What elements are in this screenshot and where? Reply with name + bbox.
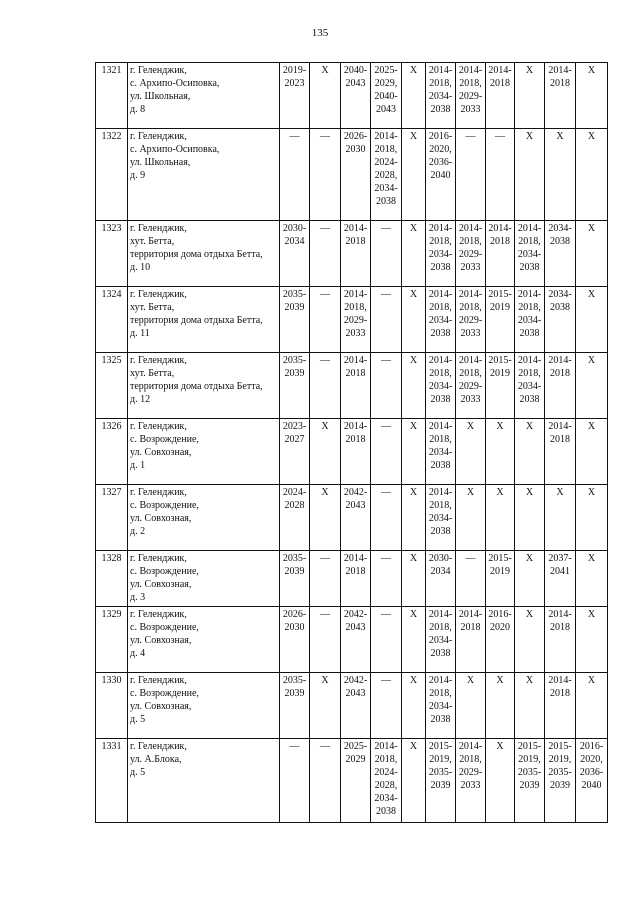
- period-cell: X: [402, 221, 426, 287]
- period-cell: X: [515, 673, 545, 739]
- period-cell: —: [371, 221, 402, 287]
- address-cell: г. Геленджик, хут. Бетта, территория дома отдыха Бетта, д. 10: [128, 221, 280, 287]
- address-cell: г. Геленджик, с. Архипо-Осиповка, ул. Школьная, д. 8: [128, 63, 280, 129]
- period-cell: 2014- 2018: [341, 419, 371, 485]
- period-cell: 2014- 2018, 2034- 2038: [426, 63, 456, 129]
- period-cell: 2014- 2018, 2034- 2038: [426, 419, 456, 485]
- period-cell: X: [515, 63, 545, 129]
- period-cell: X: [576, 551, 608, 607]
- period-cell: 2016- 2020: [486, 607, 515, 673]
- address-cell: г. Геленджик, хут. Бетта, территория дома отдыха Бетта, д. 12: [128, 353, 280, 419]
- period-cell: —: [310, 221, 341, 287]
- row-number: 1330: [96, 673, 128, 739]
- schedule-table: [95, 62, 608, 823]
- period-cell: 2015- 2019: [486, 353, 515, 419]
- period-cell: 2014- 2018: [545, 673, 576, 739]
- period-cell: X: [486, 739, 515, 823]
- period-cell: —: [371, 607, 402, 673]
- period-cell: —: [371, 287, 402, 353]
- period-cell: 2014- 2018, 2034- 2038: [426, 607, 456, 673]
- period-cell: —: [310, 551, 341, 607]
- period-cell: X: [402, 287, 426, 353]
- period-cell: 2014- 2018: [545, 353, 576, 419]
- row-number: 1321: [96, 63, 128, 129]
- period-cell: X: [402, 485, 426, 551]
- address-cell: г. Геленджик, с. Возрождение, ул. Совхозная, д. 3: [128, 551, 280, 607]
- row-number: 1329: [96, 607, 128, 673]
- period-cell: 2042- 2043: [341, 673, 371, 739]
- period-cell: 2035- 2039: [280, 673, 310, 739]
- period-cell: —: [371, 353, 402, 419]
- period-cell: 2019- 2023: [280, 63, 310, 129]
- period-cell: 2014- 2018, 2034- 2038: [426, 673, 456, 739]
- period-cell: X: [486, 485, 515, 551]
- period-cell: 2034- 2038: [545, 221, 576, 287]
- period-cell: X: [515, 129, 545, 221]
- period-cell: X: [576, 419, 608, 485]
- period-cell: 2014- 2018, 2029- 2033: [456, 353, 486, 419]
- period-cell: X: [456, 673, 486, 739]
- address-cell: г. Геленджик, хут. Бетта, территория дома отдыха Бетта, д. 11: [128, 287, 280, 353]
- page-number: 135: [311, 27, 329, 39]
- period-cell: X: [545, 485, 576, 551]
- period-cell: —: [371, 551, 402, 607]
- period-cell: —: [310, 129, 341, 221]
- table-row: [96, 63, 608, 129]
- period-cell: 2015- 2019: [486, 287, 515, 353]
- row-number: 1331: [96, 739, 128, 823]
- period-cell: 2015- 2019, 2035- 2039: [545, 739, 576, 823]
- row-number: 1322: [96, 129, 128, 221]
- period-cell: X: [402, 673, 426, 739]
- period-cell: 2014- 2018: [341, 353, 371, 419]
- address-cell: г. Геленджик, с. Возрождение, ул. Совхозная, д. 1: [128, 419, 280, 485]
- period-cell: 2035- 2039: [280, 551, 310, 607]
- period-cell: X: [310, 63, 341, 129]
- period-cell: X: [310, 419, 341, 485]
- period-cell: 2014- 2018, 2034- 2038: [426, 221, 456, 287]
- period-cell: X: [576, 607, 608, 673]
- period-cell: 2014- 2018, 2029- 2033: [456, 287, 486, 353]
- period-cell: 2015- 2019, 2035- 2039: [426, 739, 456, 823]
- period-cell: —: [486, 129, 515, 221]
- table-row: [96, 607, 608, 673]
- period-cell: X: [402, 129, 426, 221]
- period-cell: —: [371, 419, 402, 485]
- table-row: [96, 739, 608, 823]
- address-cell: г. Геленджик, с. Возрождение, ул. Совхозная, д. 2: [128, 485, 280, 551]
- period-cell: X: [310, 673, 341, 739]
- period-cell: X: [545, 129, 576, 221]
- period-cell: X: [402, 607, 426, 673]
- period-cell: 2014- 2018: [545, 607, 576, 673]
- table-row: [96, 221, 608, 287]
- period-cell: X: [402, 419, 426, 485]
- table-row: [96, 551, 608, 607]
- period-cell: 2030- 2034: [280, 221, 310, 287]
- period-cell: 2034- 2038: [545, 287, 576, 353]
- period-cell: 2026- 2030: [341, 129, 371, 221]
- row-number: 1325: [96, 353, 128, 419]
- row-number: 1324: [96, 287, 128, 353]
- period-cell: 2014- 2018: [545, 419, 576, 485]
- period-cell: X: [402, 739, 426, 823]
- table-row: [96, 353, 608, 419]
- period-cell: 2023- 2027: [280, 419, 310, 485]
- period-cell: 2014- 2018, 2034- 2038: [426, 353, 456, 419]
- period-cell: 2014- 2018, 2034- 2038: [515, 287, 545, 353]
- period-cell: X: [576, 353, 608, 419]
- period-cell: 2014- 2018, 2029- 2033: [456, 221, 486, 287]
- period-cell: 2014- 2018: [545, 63, 576, 129]
- row-number: 1328: [96, 551, 128, 607]
- period-cell: X: [310, 485, 341, 551]
- period-cell: X: [576, 63, 608, 129]
- period-cell: 2042- 2043: [341, 607, 371, 673]
- table-row: [96, 419, 608, 485]
- period-cell: —: [310, 607, 341, 673]
- period-cell: 2014- 2018, 2034- 2038: [515, 221, 545, 287]
- period-cell: —: [280, 739, 310, 823]
- period-cell: X: [515, 551, 545, 607]
- period-cell: 2014- 2018: [486, 221, 515, 287]
- period-cell: 2040- 2043: [341, 63, 371, 129]
- period-cell: X: [402, 353, 426, 419]
- table-row: [96, 287, 608, 353]
- period-cell: 2014- 2018, 2029- 2033: [456, 739, 486, 823]
- period-cell: 2014- 2018, 2034- 2038: [426, 485, 456, 551]
- address-cell: г. Геленджик, с. Возрождение, ул. Совхозная, д. 4: [128, 607, 280, 673]
- period-cell: 2014- 2018: [486, 63, 515, 129]
- period-cell: —: [456, 551, 486, 607]
- row-number: 1327: [96, 485, 128, 551]
- period-cell: 2014- 2018, 2029- 2033: [341, 287, 371, 353]
- period-cell: 2014- 2018, 2024- 2028, 2034- 2038: [371, 739, 402, 823]
- period-cell: 2014- 2018: [341, 551, 371, 607]
- address-cell: г. Геленджик, с. Архипо-Осиповка, ул. Школьная, д. 9: [128, 129, 280, 221]
- period-cell: X: [486, 673, 515, 739]
- period-cell: X: [576, 485, 608, 551]
- period-cell: X: [515, 485, 545, 551]
- period-cell: 2037- 2041: [545, 551, 576, 607]
- period-cell: X: [515, 419, 545, 485]
- period-cell: 2014- 2018: [341, 221, 371, 287]
- address-cell: г. Геленджик, с. Возрождение, ул. Совхозная, д. 5: [128, 673, 280, 739]
- period-cell: 2024- 2028: [280, 485, 310, 551]
- table-row: [96, 485, 608, 551]
- period-cell: 2042- 2043: [341, 485, 371, 551]
- period-cell: 2035- 2039: [280, 353, 310, 419]
- table-row: [96, 673, 608, 739]
- period-cell: 2025- 2029, 2040- 2043: [371, 63, 402, 129]
- period-cell: X: [576, 221, 608, 287]
- period-cell: 2016- 2020, 2036- 2040: [426, 129, 456, 221]
- period-cell: 2035- 2039: [280, 287, 310, 353]
- period-cell: 2016- 2020, 2036- 2040: [576, 739, 608, 823]
- period-cell: X: [456, 419, 486, 485]
- period-cell: —: [371, 673, 402, 739]
- period-cell: —: [456, 129, 486, 221]
- period-cell: X: [402, 63, 426, 129]
- period-cell: —: [310, 739, 341, 823]
- period-cell: —: [310, 287, 341, 353]
- row-number: 1323: [96, 221, 128, 287]
- period-cell: X: [456, 485, 486, 551]
- period-cell: X: [576, 129, 608, 221]
- period-cell: 2014- 2018, 2029- 2033: [456, 63, 486, 129]
- period-cell: X: [486, 419, 515, 485]
- period-cell: —: [280, 129, 310, 221]
- period-cell: 2014- 2018, 2034- 2038: [426, 287, 456, 353]
- period-cell: 2026- 2030: [280, 607, 310, 673]
- period-cell: 2030- 2034: [426, 551, 456, 607]
- table-row: [96, 129, 608, 221]
- period-cell: 2025- 2029: [341, 739, 371, 823]
- period-cell: 2014- 2018, 2024- 2028, 2034- 2038: [371, 129, 402, 221]
- period-cell: 2015- 2019, 2035- 2039: [515, 739, 545, 823]
- period-cell: X: [402, 551, 426, 607]
- period-cell: —: [310, 353, 341, 419]
- period-cell: 2015- 2019: [486, 551, 515, 607]
- period-cell: X: [515, 607, 545, 673]
- period-cell: X: [576, 287, 608, 353]
- row-number: 1326: [96, 419, 128, 485]
- address-cell: г. Геленджик, ул. А.Блока, д. 5: [128, 739, 280, 823]
- period-cell: —: [371, 485, 402, 551]
- period-cell: 2014- 2018: [456, 607, 486, 673]
- period-cell: X: [576, 673, 608, 739]
- period-cell: 2014- 2018, 2034- 2038: [515, 353, 545, 419]
